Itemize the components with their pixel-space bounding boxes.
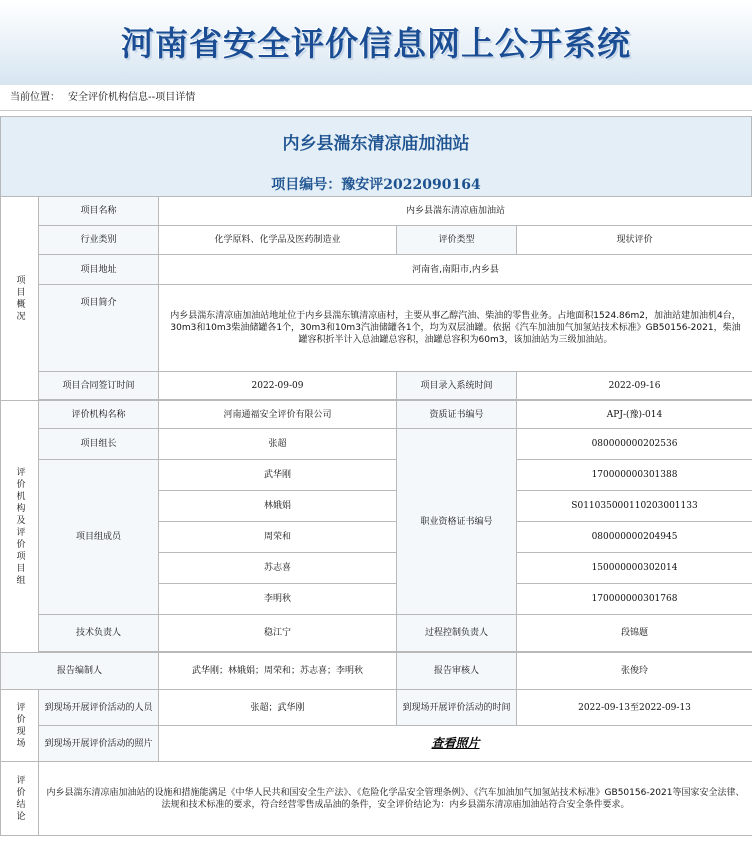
member-name: 林娥娟 xyxy=(159,491,397,522)
project-number-label: 项目编号： xyxy=(271,177,342,193)
member-name: 李明秋 xyxy=(159,584,397,615)
process-lead-value: 段锦题 xyxy=(517,615,752,652)
project-detail-table xyxy=(0,196,752,836)
members-label: 项目组成员 xyxy=(39,460,159,615)
section-overview: 项目概况 xyxy=(1,197,39,401)
org-label: 评价机构名称 xyxy=(39,401,159,429)
report-reviewer-value: 张俊玲 xyxy=(517,653,752,690)
leader-value: 张超 xyxy=(159,429,397,460)
org-value: 河南通福安全评价有限公司 xyxy=(159,401,397,429)
site-photo-label: 到现场开展评价活动的照片 xyxy=(39,726,159,762)
member-name: 苏志喜 xyxy=(159,553,397,584)
address-label: 项目地址 xyxy=(39,255,159,285)
leader-cert: 080000000202536 xyxy=(517,429,752,460)
member-cert: 080000000204945 xyxy=(517,522,752,553)
industry-value: 化学原料、化学品及医药制造业 xyxy=(159,226,397,255)
section-conclusion: 评价结论 xyxy=(1,762,39,836)
project-title: 内乡县湍东清凉庙加油站 xyxy=(282,134,470,154)
site-time-label: 到现场开展评价活动的时间 xyxy=(397,690,517,726)
industry-label: 行业类别 xyxy=(39,226,159,255)
view-photos-link[interactable]: 查看照片 xyxy=(431,735,480,750)
tech-lead-value: 稳江宁 xyxy=(159,615,397,652)
process-lead-label: 过程控制负责人 xyxy=(397,615,517,652)
intro-text: 内乡县湍东清凉庙加油站地址位于内乡县湍东镇清凉庙村，主要从事乙醇汽油、柴油的零售业务。占地面积1524.86m2，加油站建加油机4台，30m3和10m3柴油储罐各1个，30m3和10m3汽油储罐各1个，均为双层油罐。依据《汽车加油加气加氢站技术标准》GB50156-2021，柴油罐容积折半计入总油罐总容积，油罐总容积为60m3，该加油站为三级加油站。 xyxy=(159,285,752,372)
address-value: 河南省,南阳市,内乡县 xyxy=(159,255,752,285)
member-cert: 170000000301388 xyxy=(517,460,752,491)
section-team: 评价机构及评价项目组 xyxy=(1,401,39,653)
site-people-label: 到现场开展评价活动的人员 xyxy=(39,690,159,726)
eval-type-value: 现状评价 xyxy=(517,226,752,255)
site-title: 河南省安全评价信息网上公开系统 xyxy=(121,24,631,63)
leader-label: 项目组长 xyxy=(39,429,159,460)
breadcrumb-label: 当前位置： xyxy=(10,92,60,103)
project-number xyxy=(1,174,751,194)
site-time-value: 2022-09-13至2022-09-13 xyxy=(517,690,752,726)
eval-type-label: 评价类型 xyxy=(397,226,517,255)
section-site: 评价现场 xyxy=(1,690,39,762)
report-reviewer-label: 报告审核人 xyxy=(397,653,517,690)
cert-value: APJ-(豫)-014 xyxy=(517,401,752,429)
cert-label: 资质证书编号 xyxy=(397,401,517,429)
project-number-value: 豫安评2022090164 xyxy=(341,177,481,193)
project-name-value: 内乡县湍东清凉庙加油站 xyxy=(159,197,752,226)
conclusion-text: 内乡县湍东清凉庙加油站的设施和措施能满足《中华人民共和国安全生产法》、《危险化学品安全管理条例》、《汽车加油加气加氢站技术标准》GB50156-2021等国家安全法律、法规和技术标准的要求，符合经营零售成品油的条件，安全评价结论为：内乡县湍东清凉庙加油站符合安全条件要求。 xyxy=(39,762,752,836)
project-header xyxy=(0,116,752,196)
breadcrumb-path[interactable]: 安全评价机构信息--项目详情 xyxy=(68,92,196,103)
member-cert: 170000000301768 xyxy=(517,584,752,615)
member-name: 武华刚 xyxy=(159,460,397,491)
site-people-value: 张超；武华刚 xyxy=(159,690,397,726)
project-name-label: 项目名称 xyxy=(39,197,159,226)
tech-lead-label: 技术负责人 xyxy=(39,615,159,652)
qualification-label: 职业资格证书编号 xyxy=(397,429,517,615)
entry-date-label: 项目录入系统时间 xyxy=(397,372,517,400)
report-author-label: 报告编制人 xyxy=(1,653,159,690)
breadcrumb xyxy=(0,85,752,111)
contract-date-value: 2022-09-09 xyxy=(159,372,397,400)
intro-label: 项目简介 xyxy=(39,285,159,372)
entry-date-value: 2022-09-16 xyxy=(517,372,752,400)
site-banner xyxy=(0,0,752,85)
member-cert: 150000000302014 xyxy=(517,553,752,584)
member-name: 周荣和 xyxy=(159,522,397,553)
report-author-value: 武华刚；林娥娟；周荣和；苏志喜；李明秋 xyxy=(159,653,397,690)
contract-date-label: 项目合同签订时间 xyxy=(39,372,159,400)
member-cert: S011035000110203001133 xyxy=(517,491,752,522)
